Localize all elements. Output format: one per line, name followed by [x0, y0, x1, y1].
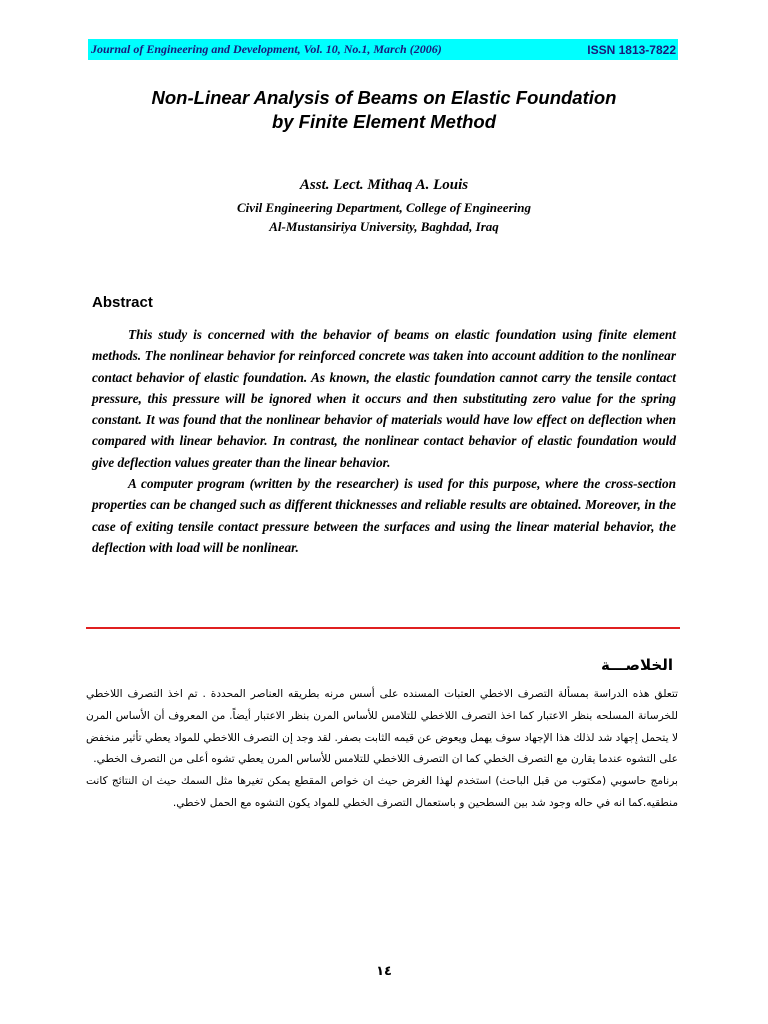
abstract-heading: Abstract	[92, 294, 153, 311]
arabic-paragraph-2: برنامج حاسوبي (مكتوب من قبل الباحث) استخدم لهذا الغرض حيث ان خواص المقطع يمكن تغيرها مثل السمك حيث ان النتائج كانت منطقيه.كما انه في حاله وجود شد بين السطحين و باستعمال التصرف الخطي للمواد يكون التشوه مع الحمل لاخطي.	[86, 775, 678, 809]
arabic-paragraph-1: تتعلق هذه الدراسة بمسألة التصرف الاخطي العتبات المسنده على أسس مرنه بطريقه العناصر المحددة . تم اخذ التصرف اللاخطي للخرسانة المسلحه بنظر الاعتبار كما اخذ التصرف اللاخطي للتلامس للأساس المرن بنظر الاعتبار أيضاً. من المعروف أن الأساس المرن لا يتحمل إجهاد شد لذلك هذا الإجهاد سوف يهمل ويعوض عن قيمه الثابت بصفر. لقد وجد إن التصرف اللاخطي للمواد يعطي تأثير منخفض على التشوه عندما يقارن مع التصرف الخطي كما ان التصرف اللاخطي للتلامس للأساس المرن يعطي تشوه أعلى من التصرف الخطي.	[86, 688, 678, 766]
page-number: ١٤	[376, 964, 392, 979]
arabic-abstract-heading: الخلاصـــة	[601, 656, 673, 674]
paper-title-line-2: by Finite Element Method	[271, 111, 497, 132]
journal-citation: Journal of Engineering and Development, Vol. 10, No.1, March (2006)	[91, 42, 442, 56]
paper-title-line-1: Non-Linear Analysis of Beams on Elastic Foundation	[151, 87, 617, 108]
paper-title	[88, 86, 680, 134]
abstract-paragraph-2: A computer program (written by the researcher) is used for this purpose, where the cross-section properties can be changed such as different thicknesses and reliable results are obtained. Moreover, in the case of exiting tensile contact pressure between the surfaces and using the linear material behavior, the deflection with load will be nonlinear.	[92, 476, 676, 555]
arabic-abstract-body	[86, 684, 678, 815]
journal-header-bar	[88, 39, 678, 60]
issn-label: ISSN 1813-7822	[587, 42, 676, 57]
abstract-body	[92, 324, 676, 558]
affiliation-university: Al-Mustansiriya University, Baghdad, Iraq	[269, 219, 499, 234]
affiliation-department: Civil Engineering Department, College of Engineering	[237, 200, 531, 215]
section-divider	[86, 627, 680, 629]
author-name: Asst. Lect. Mithaq A. Louis	[299, 177, 469, 193]
abstract-paragraph-1: This study is concerned with the behavior of beams on elastic foundation using finite element methods. The nonlinear behavior for reinforced concrete was taken into account addition to the nonlinear contact behavior of elastic foundation. As known, the elastic foundation cannot carry the tensile contact pressure, this pressure will be ignored when it occurs and then substituting zero value for the spring constant. It was found that the nonlinear behavior of materials would have low effect on deflection when compared with linear behavior. In contrast, the nonlinear contact behavior of elastic foundation would give deflection values greater than the linear behavior.	[92, 327, 676, 470]
